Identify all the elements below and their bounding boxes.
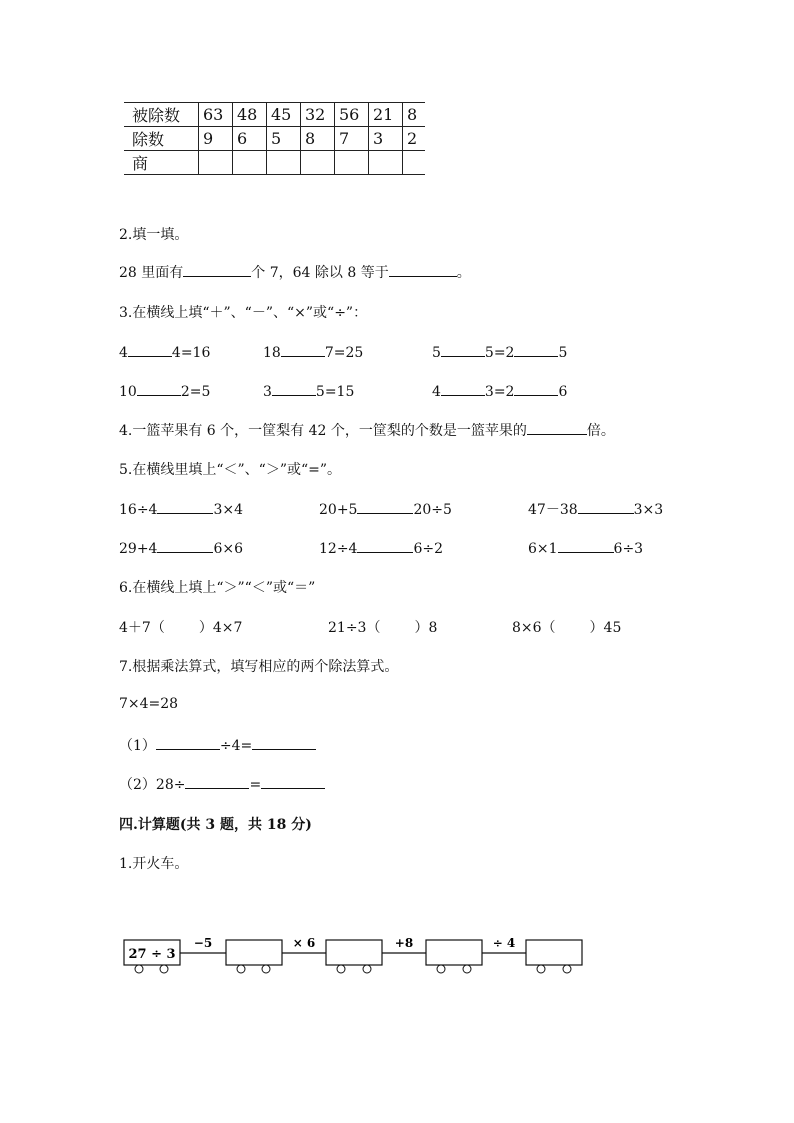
expr-text: 5=15 (315, 384, 355, 400)
q3-title: 3.在横线上填“＋”、“－”、“×”或“÷”： (119, 305, 368, 321)
wheel-icon (537, 965, 545, 973)
q2-text-3: 。 (456, 265, 471, 281)
q6-title: 6.在横线上填上“＞”“＜”或“＝” (119, 580, 316, 596)
q2-text-1: 28 里面有 (119, 265, 184, 281)
expr-text: 10 (119, 384, 137, 400)
train-car-answer[interactable] (326, 940, 382, 973)
wheel-icon (237, 965, 245, 973)
expr-text: （1） (119, 738, 156, 754)
expr-text: 4 (432, 384, 441, 400)
wheel-icon (160, 965, 168, 973)
table-cell: 45 (267, 103, 301, 127)
train-car-answer[interactable] (426, 940, 482, 973)
table-cell: 56 (335, 103, 369, 127)
expr-text: ÷4= (219, 738, 253, 754)
table-cell: 6 (233, 127, 267, 151)
table-cell: 8 (403, 103, 426, 127)
expr-text: 5 (432, 345, 441, 361)
table-cell: 21 (369, 103, 403, 127)
expr-text: 3×3 (633, 502, 664, 518)
expr-text: 5 (558, 345, 568, 361)
wheel-icon (337, 965, 345, 973)
expr-text: 6 (558, 384, 568, 400)
table-cell: 9 (199, 127, 233, 151)
expr-text: 16÷4 (119, 502, 158, 518)
expr-text: 21÷3（ (328, 620, 381, 636)
table-cell: 63 (199, 103, 233, 127)
q4-text: 4.一篮苹果有 6 个，一筐梨有 42 个，一筐梨的个数是一篮苹果的 (119, 423, 527, 439)
expr-text: 3=2 (484, 384, 515, 400)
expr-text: ）8 (414, 620, 438, 636)
op-label: +8 (394, 936, 414, 950)
section-title: 四.计算题(共 3 题，共 18 分) (119, 817, 312, 833)
expr-text: 20+5 (319, 502, 358, 518)
start-expression: 27 ÷ 3 (128, 947, 176, 962)
row-header: 除数 (124, 127, 199, 151)
op-label: ÷ 4 (492, 936, 516, 950)
expr-text: 7=25 (324, 345, 364, 361)
expr-text: 6×6 (213, 541, 243, 557)
table-cell: 3 (369, 127, 403, 151)
q7-equation: 7×4=28 (119, 696, 179, 712)
expr-text: 4 (119, 345, 128, 361)
expr-text: 3 (263, 384, 272, 400)
row-header: 商 (124, 151, 199, 175)
section-q1: 1.开火车。 (119, 856, 189, 872)
wheel-icon (262, 965, 270, 973)
table-cell: 8 (301, 127, 335, 151)
expr-text: 18 (263, 345, 281, 361)
expr-text: 4＋7（ (119, 620, 165, 636)
expr-text: 3×4 (213, 502, 243, 518)
expr-text: = (249, 777, 262, 793)
expr-text: ）4×7 (198, 620, 243, 636)
op-label: −5 (193, 936, 213, 950)
expr-text: 47－38 (528, 502, 578, 518)
q2-title: 2.填一填。 (119, 227, 189, 243)
train-car-answer[interactable] (226, 940, 282, 973)
q2-text-2: 个 7，64 除以 8 等于 (251, 265, 389, 281)
wheel-icon (463, 965, 471, 973)
wheel-icon (135, 965, 143, 973)
expr-text: （2）28÷ (119, 777, 186, 793)
expr-text: 6÷3 (613, 541, 644, 557)
expr-text: 20÷5 (413, 502, 452, 518)
expr-text: 8×6（ (512, 620, 556, 636)
wheel-icon (363, 965, 371, 973)
wheel-icon (563, 965, 571, 973)
table-cell: 5 (267, 127, 301, 151)
table-cell: 48 (233, 103, 267, 127)
expr-text: ）45 (589, 620, 622, 636)
expr-text: 2=5 (180, 384, 211, 400)
expr-text: 12÷4 (319, 541, 358, 557)
table-cell: 32 (301, 103, 335, 127)
expr-text: 6×1 (528, 541, 558, 557)
table-cell: 2 (403, 127, 426, 151)
wheel-icon (437, 965, 445, 973)
expr-text: 29+4 (119, 541, 158, 557)
q4-text: 倍。 (586, 423, 615, 439)
table-cell: 7 (335, 127, 369, 151)
op-label: × 6 (292, 936, 316, 950)
expr-text: 6÷2 (413, 541, 443, 557)
q5-title: 5.在横线里填上“＜”、“＞”或“=”。 (119, 462, 342, 478)
expr-text: 5=2 (484, 345, 515, 361)
train-car-answer[interactable] (526, 940, 582, 973)
train-car-start (124, 940, 180, 973)
q7-title: 7.根据乘法算式，填写相应的两个除法算式。 (119, 659, 399, 675)
row-header: 被除数 (124, 103, 199, 127)
expr-text: 4=16 (171, 345, 211, 361)
